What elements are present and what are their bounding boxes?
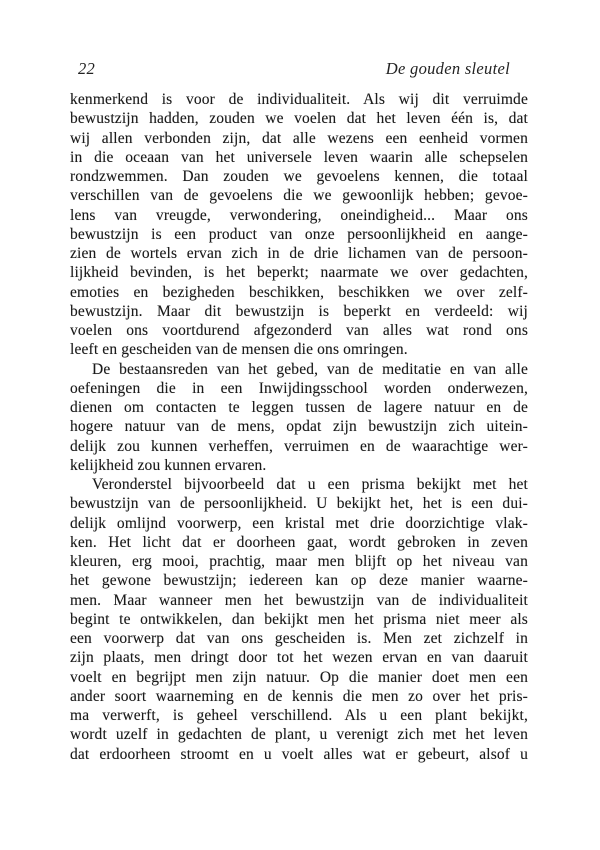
text-line: ken. Het licht dat er doorheen gaat, wordt gebroken in zeven xyxy=(70,533,528,551)
text-line: wij allen verbonden zijn, dat alle wezens een eenheid vormen xyxy=(70,129,528,147)
text-line: kenmerkend is voor de individualiteit. Als wij dit verruimde xyxy=(70,91,528,108)
text-line: delijk omlijnd voorwerp, een kristal met drie doorzichtige vlak- xyxy=(70,514,528,532)
running-header xyxy=(78,59,510,79)
text-line: dienen om contacten te leggen tussen de lagere natuur en de xyxy=(70,399,528,416)
text-line: begint te ontwikkelen, dan bekijkt men het prisma niet meer als xyxy=(70,610,528,628)
text-line: Veronderstel bijvoorbeeld dat u een prisma bekijkt met het xyxy=(92,476,528,493)
text-block xyxy=(70,90,528,764)
text-line: ander soort waarneming en de kennis die men zo over het pris- xyxy=(70,687,528,705)
paragraph xyxy=(70,360,528,476)
text-line: hogere natuur van de mens, opdat zijn bewustzijn zich uitein- xyxy=(70,418,528,436)
text-line: oefeningen die in een Inwijdingsschool worden onderwezen, xyxy=(70,379,528,397)
text-line: dat erdoorheen stroomt en u voelt alles wat er gebeurt, alsof u xyxy=(70,745,528,763)
text-line: delijk zou kunnen verheffen, verruimen en de waarachtige wer- xyxy=(70,437,528,455)
text-line: rondzwemmen. Dan zouden we gevoelens kennen, die totaal xyxy=(70,168,528,185)
text-line: lijkheid bevinden, is het beperkt; naarmate we over gedachten, xyxy=(70,264,528,282)
text-line: voelen ons voortdurend afgezonderd van alles wat rond ons xyxy=(70,322,528,339)
text-line: het gewone bewustzijn; iedereen kan op deze manier waarne- xyxy=(70,572,528,590)
text-line: bewustzijn van de persoonlijkheid. U bekijkt het, het is een dui- xyxy=(70,495,528,513)
text-line: in die oceaan van het universele leven waarin alle schepselen xyxy=(70,148,528,166)
text-line: leeft en gescheiden van de mensen die ons omringen. xyxy=(70,341,408,359)
paragraph xyxy=(70,90,528,360)
text-line: men. Maar wanneer men het bewustzijn van de individualiteit xyxy=(70,591,528,609)
text-line: verschillen van de gevoelens die we gewoonlijk hebben; gevoe- xyxy=(70,187,528,205)
page-number: 22 xyxy=(78,59,96,78)
text-line: kleuren, erg mooi, prachtig, maar men blijft op het niveau van xyxy=(70,553,528,570)
text-line: De bestaansreden van het gebed, van de meditatie en van alle xyxy=(92,360,528,378)
text-line: ma verwerft, is geheel verschillend. Als u een plant bekijkt, xyxy=(70,707,528,724)
text-line: wordt uzelf in gedachten de plant, u verenigt zich met het leven xyxy=(70,726,528,744)
text-line: bewustzijn hadden, zouden we voelen dat het leven één is, dat xyxy=(70,110,528,128)
text-line: zien de wortels ervan zich in de drie lichamen van de persoon- xyxy=(70,245,528,262)
text-line: zijn plaats, men dringt door tot het wezen ervan en van daaruit xyxy=(70,649,528,667)
text-line: bewustzijn. Maar dit bewustzijn is beperkt en verdeeld: wij xyxy=(70,302,528,320)
text-line: voelt en begrijpt men zijn natuur. Op die manier doet men een xyxy=(70,668,528,686)
text-line: kelijkheid zou kunnen ervaren. xyxy=(70,456,267,474)
text-line: een voorwerp dat van ons gescheiden is. Men zet zichzelf in xyxy=(70,630,528,647)
text-line: lens van vreugde, verwondering, oneindigheid... Maar ons xyxy=(70,206,528,224)
paragraph xyxy=(70,475,528,764)
text-line: emoties en bezigheden beschikken, beschikken we over zelf- xyxy=(70,283,528,301)
running-title: De gouden sleutel xyxy=(385,59,510,78)
text-line: bewustzijn is een product van onze persoonlijkheid en aange- xyxy=(70,225,528,243)
